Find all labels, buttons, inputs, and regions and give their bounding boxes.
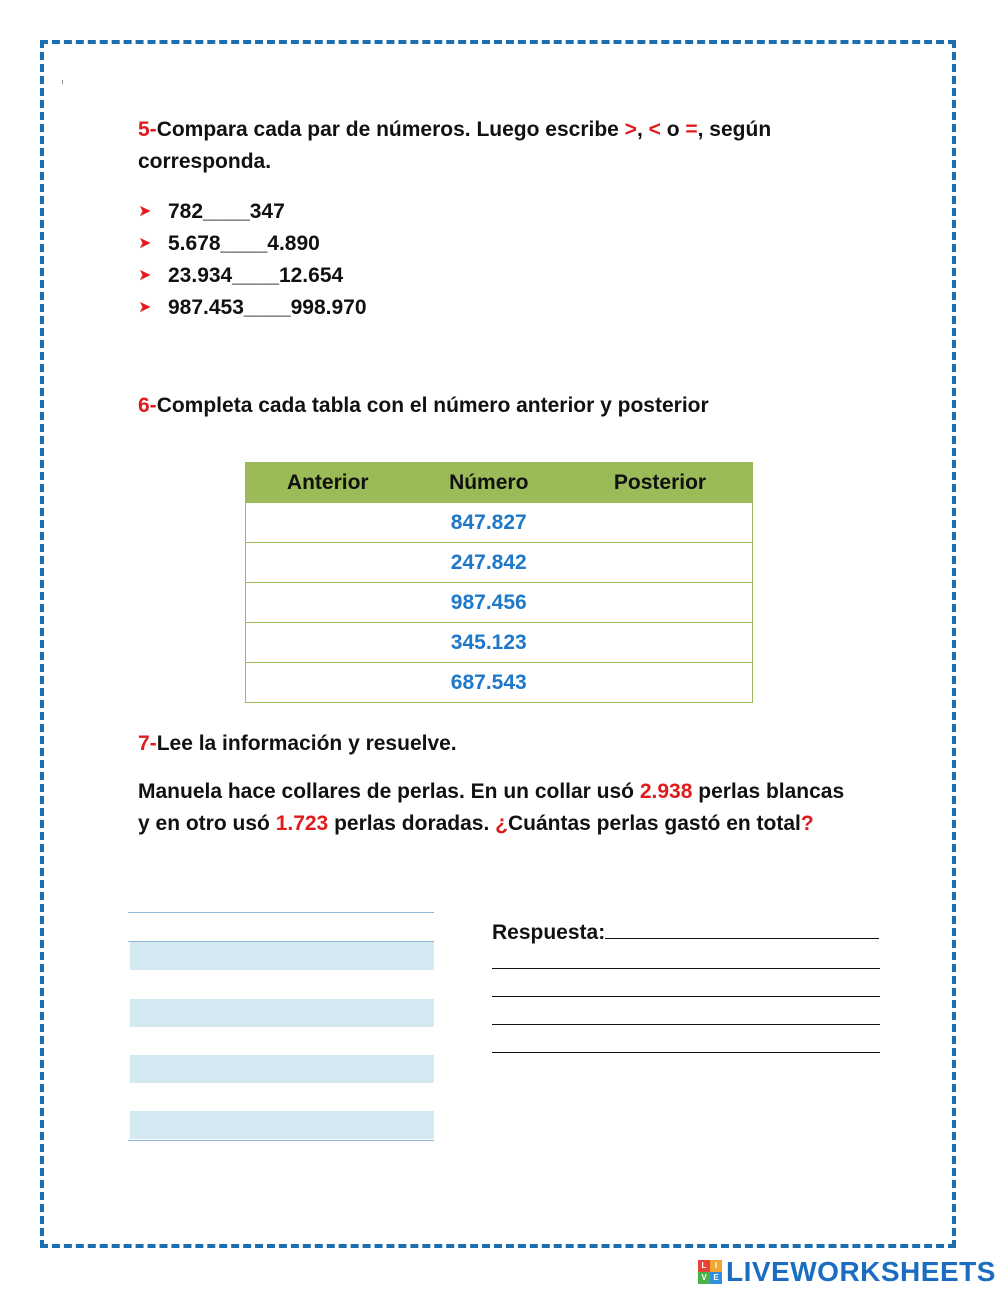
number-cell: 987.456 [410,583,568,623]
question-number: 7- [138,732,157,755]
problem-text: perlas blancas y en otro usó [138,780,845,835]
logo-icon [698,1260,722,1284]
logo-letter: V [698,1272,710,1284]
question-number: 5- [138,118,157,141]
column-header-numero: Número [410,463,568,504]
list-item [138,196,367,228]
table-header-row [246,463,753,504]
number-cell: 345.123 [410,623,568,663]
comparison-pair[interactable]: 5.678____4.890 [168,232,320,255]
work-band [130,1111,434,1139]
highlight-number: 2.938 [639,780,693,803]
problem-text: Cuántas perlas gastó en total [507,812,801,835]
comparison-pair[interactable]: 987.453____998.970 [168,296,367,319]
separator: , [636,118,649,141]
number-cell: 247.842 [410,543,568,583]
question-number: 6- [138,394,157,417]
liveworksheets-logo [698,1256,996,1288]
highlight-number: 1.723 [275,812,329,835]
comparison-pair[interactable]: 782____347 [168,200,285,223]
problem-text: Manuela hace collares de perlas. En un collar usó [138,780,640,803]
arrow-bullet-icon: ➤ [138,203,152,220]
number-cell: 847.827 [450,510,527,534]
table-row [246,503,753,543]
posterior-cell[interactable] [568,583,753,623]
work-line [128,1140,434,1141]
question-6-prompt [138,390,709,422]
work-line [128,912,434,913]
problem-text: perlas doradas. [328,812,496,835]
posterior-cell[interactable] [568,503,753,543]
table-row [246,543,753,583]
comparison-pair[interactable]: 23.934____12.654 [168,264,344,287]
answer-row [492,916,879,947]
prompt-text-end: , según corresponda. [138,118,772,173]
anterior-cell[interactable] [246,623,410,663]
answer-line[interactable] [492,996,880,997]
mark [62,80,63,84]
table-row [246,583,753,623]
column-header-posterior: Posterior [568,463,753,504]
work-band [130,999,434,1027]
anterior-cell[interactable] [246,543,410,583]
work-band [130,1055,434,1083]
separator: o [660,118,686,141]
question-mark-open: ¿ [495,812,508,835]
prompt-text: Compara cada par de números. Luego escribe [156,118,625,141]
question-5-prompt [138,114,868,178]
posterior-cell[interactable] [568,663,753,703]
equals-symbol: = [685,118,698,141]
work-area[interactable] [128,912,434,1142]
answer-label: Respuesta: [492,921,606,944]
arrow-bullet-icon: ➤ [138,299,152,316]
anterior-cell[interactable] [246,583,410,623]
logo-letter: I [710,1260,722,1272]
logo-text: LIVEWORKSHEETS [726,1256,996,1287]
prompt-text: Lee la información y resuelve. [156,732,457,755]
list-item [138,228,367,260]
answer-input[interactable] [605,916,879,939]
logo-letter: L [698,1260,710,1272]
answer-line[interactable] [492,968,880,969]
answer-line[interactable] [492,1052,880,1053]
arrow-bullet-icon: ➤ [138,235,152,252]
comparison-list [138,196,367,324]
word-problem [138,776,858,840]
work-band [130,942,434,970]
posterior-cell[interactable] [568,543,753,583]
list-item [138,260,367,292]
greater-than-symbol: > [624,118,637,141]
less-than-symbol: < [648,118,661,141]
number-table [245,462,753,703]
number-cell: 687.543 [410,663,568,703]
anterior-cell[interactable] [246,503,410,543]
answer-line[interactable] [492,1024,880,1025]
question-mark-close: ? [800,812,814,835]
table-row [246,623,753,663]
arrow-bullet-icon: ➤ [138,267,152,284]
prompt-text: Completa cada tabla con el número anterior y posterior [156,394,709,417]
posterior-cell[interactable] [568,623,753,663]
table-row [246,663,753,703]
question-7-prompt [138,728,457,760]
anterior-cell[interactable] [246,663,410,703]
logo-letter: E [710,1272,722,1284]
column-header-anterior: Anterior [246,463,410,504]
list-item [138,292,367,324]
